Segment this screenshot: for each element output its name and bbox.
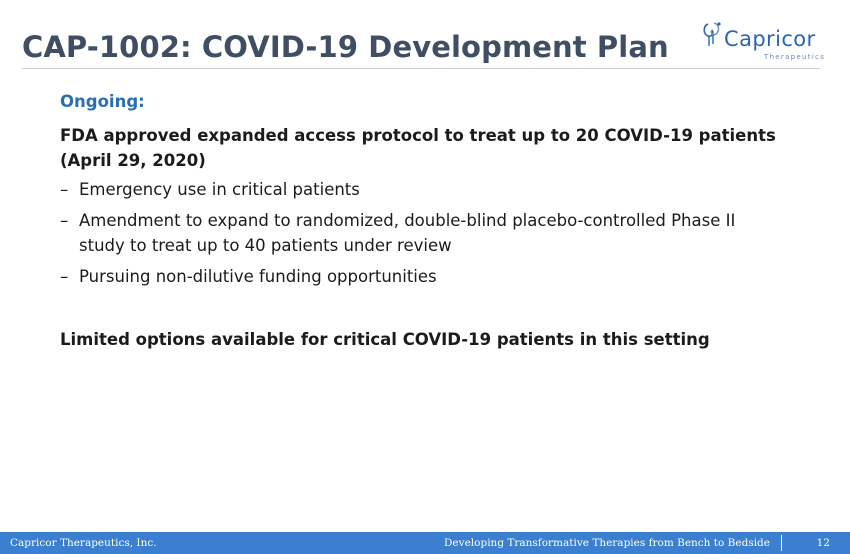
- slide-content: [60, 92, 780, 349]
- bullet-item: [60, 177, 780, 202]
- capricor-logo-icon: [702, 20, 724, 50]
- title-divider: [22, 68, 820, 69]
- lead-statement: FDA approved expanded access protocol to treat up to 20 COVID-19 patients (April 29, 2020): [60, 126, 776, 170]
- closing-statement: Limited options available for critical COVID-19 patients in this setting: [60, 330, 710, 349]
- company-logo: [702, 18, 826, 64]
- bullet-dash: –: [60, 267, 69, 286]
- page-number: 12: [816, 537, 830, 549]
- logo-name: Capricor: [724, 27, 816, 51]
- footer-tagline: Developing Transformative Therapies from Bench to Bedside: [444, 537, 770, 549]
- bullet-dash: –: [60, 180, 69, 199]
- footer-separator: [781, 535, 782, 551]
- footer-company: Capricor Therapeutics, Inc.: [10, 537, 157, 549]
- bullet-dash: –: [60, 211, 69, 230]
- bullet-text: Amendment to expand to randomized, double-blind placebo-controlled Phase II study to treat up to 40 patients under review: [79, 211, 736, 255]
- footer-bar: [0, 532, 850, 554]
- bullet-item: [60, 208, 780, 258]
- bullet-text: Emergency use in critical patients: [79, 180, 360, 199]
- logo-subtitle: Therapeutics: [764, 53, 826, 61]
- bullet-item: [60, 264, 780, 289]
- slide-title: CAP-1002: COVID-19 Development Plan: [22, 30, 669, 64]
- section-label: Ongoing:: [60, 92, 145, 111]
- bullet-text: Pursuing non-dilutive funding opportunities: [79, 267, 437, 286]
